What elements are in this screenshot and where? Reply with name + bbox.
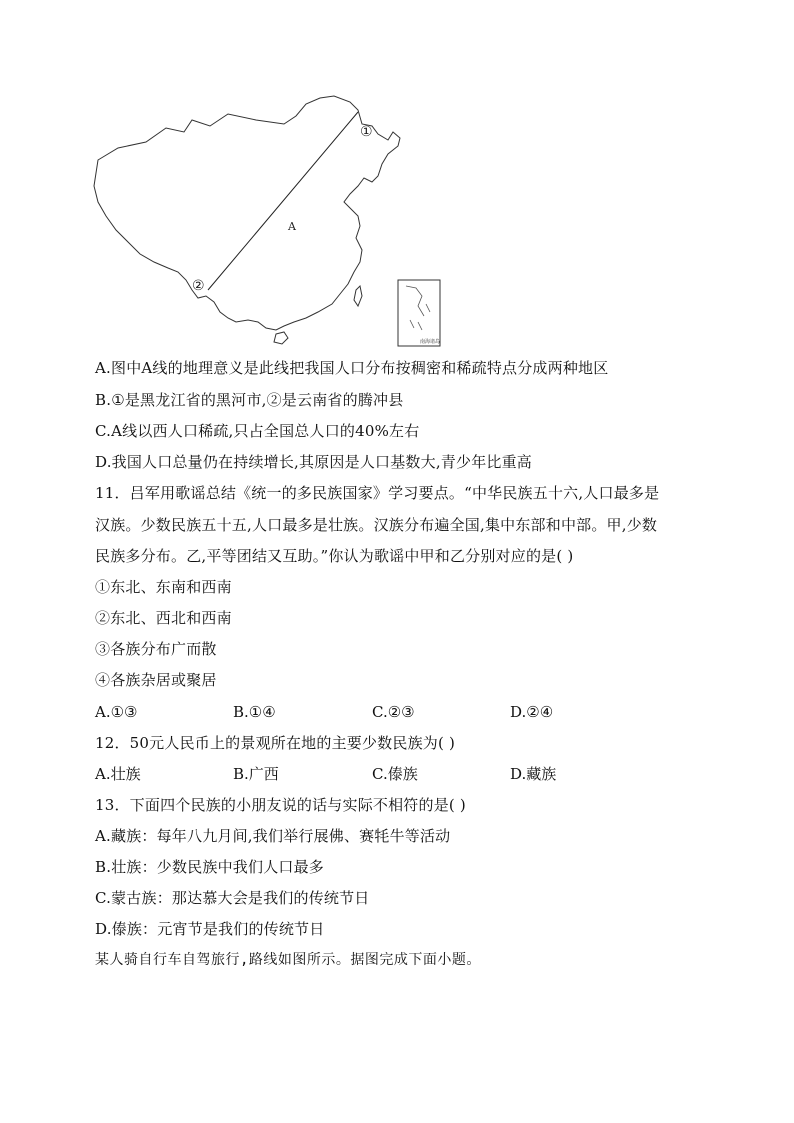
taiwan-island	[354, 286, 362, 306]
q12-option-c: C.傣族	[372, 765, 418, 783]
q12-stem: 12．50元人民币上的景观所在地的主要少数民族为( )	[95, 734, 456, 752]
marker-1: ①	[360, 124, 373, 140]
q13-option-c: C.蒙古族：那达慕大会是我们的传统节日	[95, 889, 370, 907]
q10-option-a: A.图中A线的地理意义是此线把我国人口分布按稠密和稀疏特点分成两种地区	[95, 359, 609, 377]
q11-stem-line-1: 11．吕军用歌谣总结《统一的多民族国家》学习要点。“中华民族五十六,人口最多是	[95, 484, 660, 502]
population-line-a	[208, 112, 358, 290]
q11-item-3: ③各族分布广而散	[95, 640, 217, 658]
q11-stem-line-3: 民族多分布。乙,平等团结又互助。”你认为歌谣中甲和乙分别对应的是( )	[95, 547, 574, 565]
q13-option-b: B.壮族：少数民族中我们人口最多	[95, 858, 324, 876]
marker-2: ②	[192, 278, 205, 294]
q11-item-2: ②东北、西北和西南	[95, 609, 232, 627]
inset-caption: 南海诸岛	[420, 339, 441, 345]
q11-option-c: C.②③	[372, 703, 415, 721]
q11-option-d: D.②④	[510, 703, 554, 721]
hainan-island	[274, 332, 288, 344]
q10-option-d: D.我国人口总量仍在持续增长,其原因是人口基数大,青少年比重高	[95, 453, 532, 471]
q10-option-c: C.A线以西人口稀疏,只占全国总人口的40%左右	[95, 422, 420, 440]
q10-option-b: B.①是黑龙江省的黑河市,②是云南省的腾冲县	[95, 391, 404, 409]
south-china-sea-inset	[398, 280, 440, 346]
q13-option-a: A.藏族：每年八九月间,我们举行展佛、赛牦牛等活动	[95, 827, 451, 845]
china-population-line-map	[88, 90, 458, 352]
q12-option-a: A.壮族	[95, 765, 141, 783]
q11-item-4: ④各族杂居或聚居	[95, 671, 217, 689]
q11-option-a: A.①③	[95, 703, 138, 721]
q12-option-b: B.广西	[233, 765, 279, 783]
q12-option-d: D.藏族	[510, 765, 557, 783]
q11-stem-line-2: 汉族。少数民族五十五,人口最多是壮族。汉族分布遍全国,集中东部和中部。甲,少数	[95, 516, 658, 534]
q11-option-b: B.①④	[233, 703, 276, 721]
q11-item-1: ①东北、东南和西南	[95, 578, 232, 596]
next-question-intro: 某人骑自行车自驾旅行,路线如图所示。据图完成下面小题。	[95, 952, 481, 968]
q13-stem: 13．下面四个民族的小朋友说的话与实际不相符的是( )	[95, 796, 466, 814]
q13-option-d: D.傣族：元宵节是我们的传统节日	[95, 920, 325, 938]
china-outline	[94, 96, 400, 330]
line-label-a: A	[288, 220, 296, 233]
